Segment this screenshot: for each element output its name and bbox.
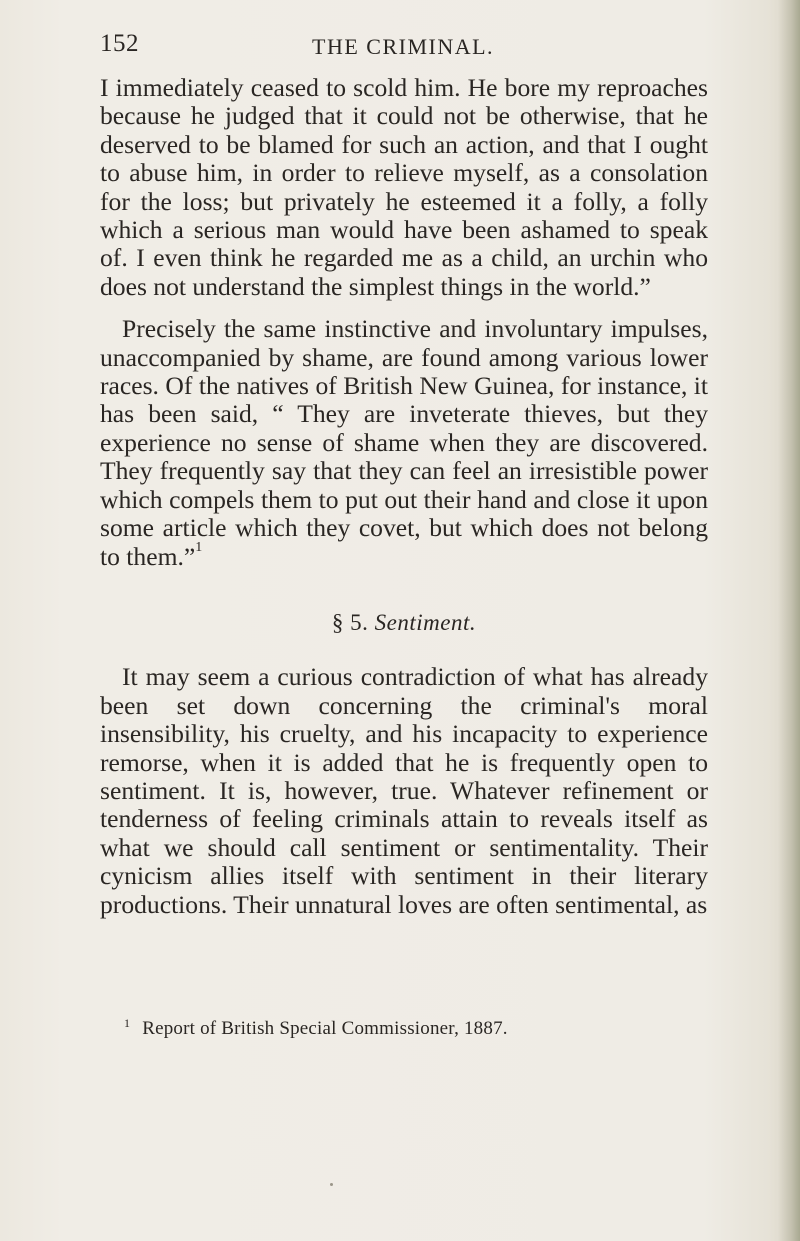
page-edge-shadow xyxy=(778,0,800,1241)
section-number: § 5. xyxy=(331,609,369,635)
section-heading xyxy=(100,609,708,637)
footnote-reference: 1 xyxy=(195,539,203,555)
paragraph-3-text: It may seem a curious contradiction of what has already been set down concerning the criminal's moral insensibility, his cruelty, and his incapacity to experience remorse, when it is added that he is frequently open to sentiment. It is, however, true. Whatever refinement or tenderness of feeling criminals attain to reveals itself as what we should call sentiment or sentimentality. Their cynicism allies itself with sentiment in their literary productions. Their unnatural loves are often sentimental, as xyxy=(100,662,708,919)
page-header xyxy=(100,24,700,64)
page-number: 152 xyxy=(100,30,139,57)
section-title: Sentiment. xyxy=(374,609,477,635)
running-head: THE CRIMINAL. xyxy=(312,34,495,59)
paragraph-continued xyxy=(100,74,708,301)
paragraph xyxy=(100,315,708,571)
footnote-text: Report of British Special Commissioner, 1887. xyxy=(142,1018,508,1039)
footnote xyxy=(124,1018,724,1040)
body-text xyxy=(100,74,708,919)
paragraph xyxy=(100,663,708,919)
paragraph-2-text: Precisely the same instinctive and involuntary impulses, unaccompanied by shame, are found among various lower races. Of the natives of British New Guinea, for instance, it has been said, “ They are inveterate thieves, but they experience no sense of shame when they are discovered. They frequently say that they can feel an irresistible power which compels them to put out their hand and close it upon some article which they covet, but which does not belong to them.” xyxy=(100,314,708,571)
paper-speck xyxy=(330,1183,333,1186)
paragraph-1-text: I immediately ceased to scold him. He bore my reproaches because he judged that it could not be otherwise, that he deserved to be blamed for such an action, and that I ought to abuse him, in order to relieve myself, as a consolation for the loss; but privately he esteemed it a folly, a folly which a serious man would have been ashamed to speak of. I even think he regarded me as a child, an urchin who does not understand the simplest things in the world.” xyxy=(100,73,708,301)
footnote-mark: 1 xyxy=(124,1016,131,1030)
